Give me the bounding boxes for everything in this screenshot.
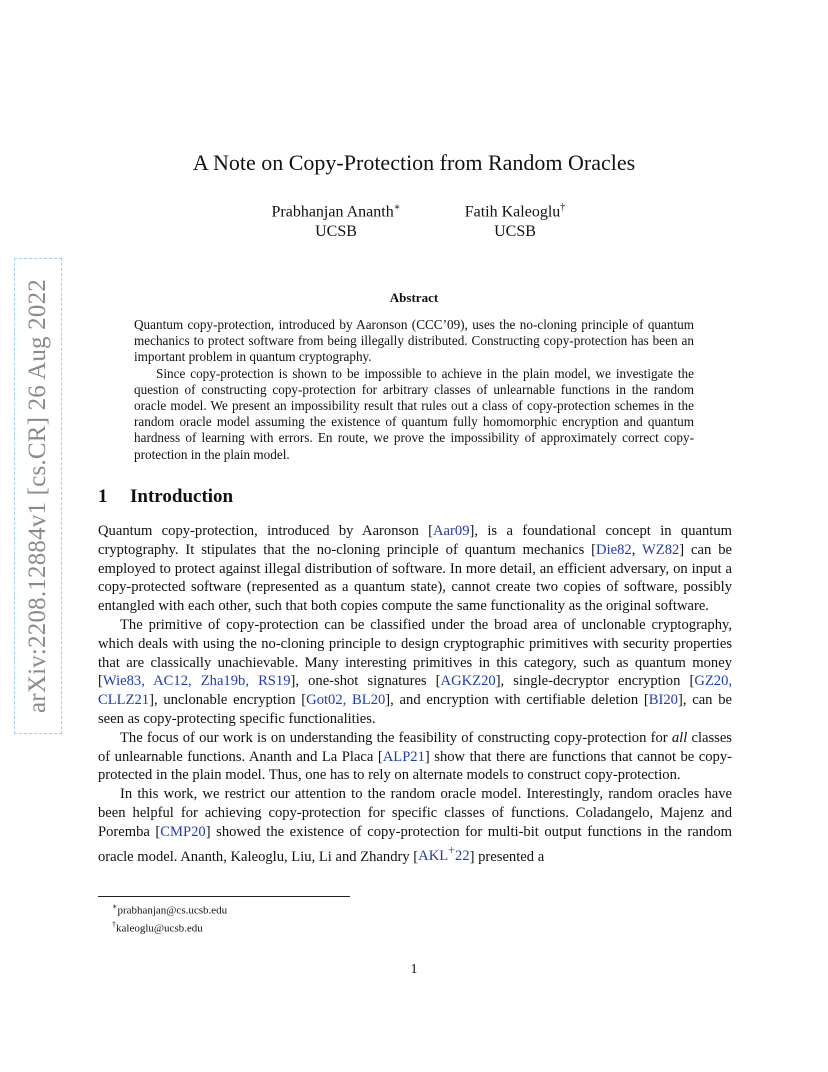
author-footnote-mark: † [560, 202, 566, 213]
body-paragraph: The focus of our work is on understanding the feasibility of constructing copy-protection for all classes of unlearnable functions. Ananth and La Placa [ALP21] show that there are functions that cannot be copy-protected in the plain model. Thus, one has to rely on alternate models to construct copy-protection. [98, 729, 732, 784]
citation-link[interactable]: Aar09 [433, 523, 470, 539]
citation-link[interactable]: BI20 [648, 692, 678, 709]
abstract-paragraph: Since copy-protection is shown to be impossible to achieve in the plain model, we investigate the question of constructing copy-protection for arbitrary classes of unlearnable functions in the random oracle model. We present an impossibility result that rules out a class of copy-protection schemes in the random oracle model assuming the existence of quantum fully homomorphic encryption and quantum hardness of learning with errors. En route, we prove the impossibility of approximately correct copy-protection in the plain model. [134, 365, 694, 462]
arxiv-identifier-text: arXiv:2208.12884v1 [cs.CR] 26 Aug 2022 [24, 279, 51, 713]
author-name: Fatih Kaleoglu [464, 203, 561, 221]
citation-link[interactable]: Die82 [596, 541, 632, 558]
footnote: ∗prabhanjan@cs.ucsb.edu [112, 902, 228, 917]
introduction-body [98, 522, 732, 866]
citation-link[interactable]: GZ20 [694, 673, 729, 690]
emphasis: all [671, 729, 688, 746]
abstract-paragraph: Quantum copy-protection, introduced by Aaronson (CCC’09), uses the no-cloning principle of quantum mechanics to protect software from being illegally distributed. Constructing copy-protection has been an important problem in quantum cryptography. [134, 317, 694, 365]
citation-link[interactable]: ALP21 [382, 748, 425, 765]
citation-link[interactable]: CMP20 [160, 823, 206, 840]
page-number: 1 [410, 962, 418, 977]
citation-link[interactable]: AC12 [153, 673, 188, 690]
citation-link[interactable]: Got02 [306, 692, 343, 709]
footnote-rule [98, 896, 350, 897]
section-title: Introduction [130, 486, 234, 507]
citation-link[interactable]: WZ82 [642, 541, 680, 558]
body-paragraph: In this work, we restrict our attention to the random oracle model. Interestingly, random oracles have been helpful for achieving copy-protection for specific classes of functions. Coladangelo, Majenz and Poremba [CMP20] showed the existence of copy-protection for multi-bit output functions in the random oracle model. Ananth, Kaleoglu, Liu, Li and Zhandry [AKL+22] presented a [98, 786, 732, 865]
author-name: Prabhanjan Ananth [271, 203, 394, 221]
citation-link[interactable]: Zha19b [200, 673, 246, 690]
author-affiliation: UCSB [494, 223, 536, 241]
citation-link[interactable]: AKL+22 [418, 843, 470, 865]
author-block-1 [236, 198, 436, 242]
abstract-body [134, 317, 694, 463]
author-block-2 [415, 198, 615, 242]
citation-link[interactable]: Wie83 [102, 673, 142, 690]
footnote-email: kaleoglu@ucsb.edu [116, 922, 203, 935]
citation-link[interactable]: BL20 [352, 692, 386, 709]
citation-link[interactable]: AGKZ20 [440, 673, 496, 690]
section-heading [98, 486, 233, 508]
footnote: †kaleoglu@ucsb.edu [112, 920, 203, 935]
section-number: 1 [98, 486, 108, 507]
author-footnote-mark: ∗ [393, 202, 401, 213]
author-affiliation: UCSB [315, 223, 357, 241]
body-paragraph: Quantum copy-protection, introduced by Aaronson [Aar09], is a foundational concept in quantum cryptography. It stipulates that the no-cloning principle of quantum mechanics [Die82, WZ82] can be employed to protect against illegal distribution of software. In more detail, an efficient adversary, on input a copy-protected software (represented as a quantum state), cannot create two copies of software, possibly entangled with each other, such that both copies compute the same functionality as the original software. [98, 523, 732, 615]
arxiv-identifier-stamp [14, 258, 62, 734]
paper-title: A Note on Copy-Protection from Random Oracles [192, 150, 636, 175]
footnotes [112, 900, 227, 936]
citation-link[interactable]: CLLZ21 [98, 692, 150, 709]
citation-link[interactable]: RS19 [258, 673, 291, 690]
body-paragraph: The primitive of copy-protection can be classified under the broad area of unclonable cryptography, which deals with using the no-cloning principle to design cryptographic primitives with security properties that are classically unachievable. Many interesting primitives in this category, such as quantum money [Wie83, AC12, Zha19b, RS19], one-shot signatures [AGKZ20], single-decryptor encryption [GZ20, CLLZ21], unclonable encryption [Got02, BL20], and encryption with certifiable deletion [BI20], can be seen as copy-protecting specific functionalities. [98, 616, 733, 727]
footnote-email: prabhanjan@cs.ucsb.edu [117, 904, 228, 917]
abstract-heading: Abstract [389, 290, 439, 305]
